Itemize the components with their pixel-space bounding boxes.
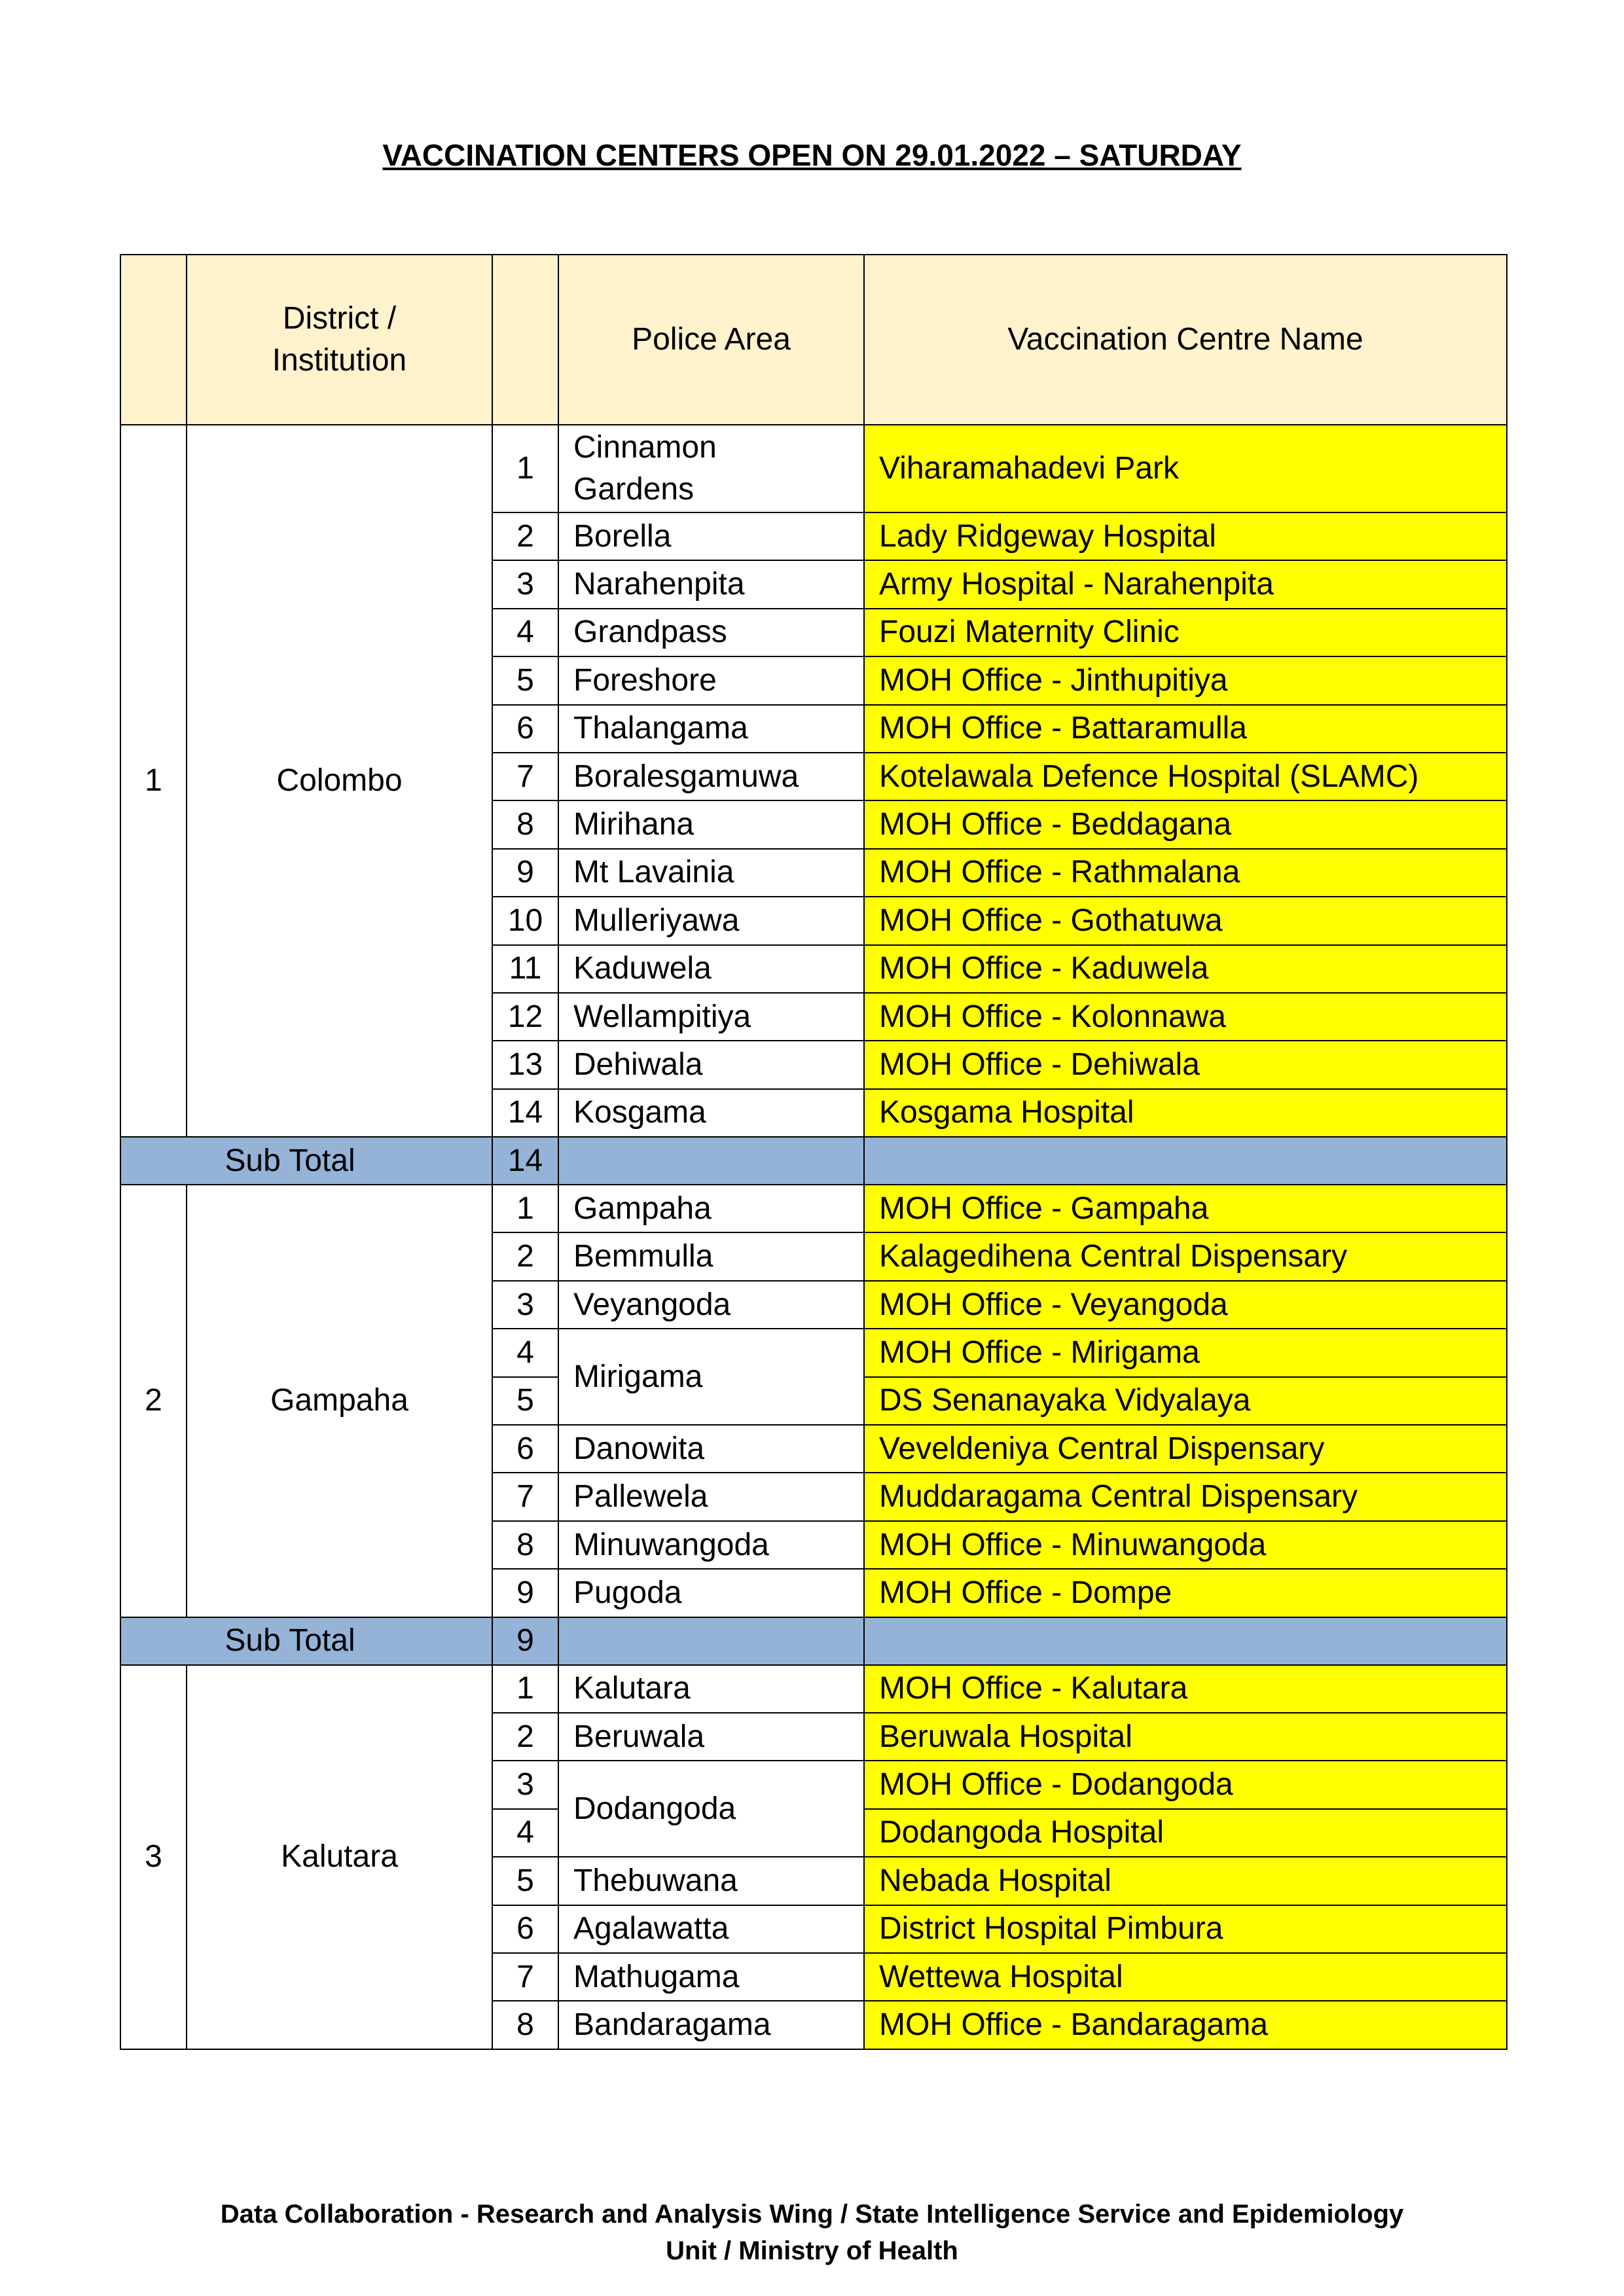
header-no	[120, 255, 187, 425]
vaccination-centre: Muddaragama Central Dispensary	[864, 1473, 1507, 1520]
vaccination-centre: Kosgama Hospital	[864, 1089, 1507, 1137]
row-index: 10	[492, 897, 558, 944]
subtotal-row	[120, 1617, 1507, 1665]
subtotal-value: 14	[492, 1137, 558, 1185]
police-area: Veyangoda	[558, 1281, 864, 1329]
subtotal-empty-cell	[864, 1137, 1507, 1185]
header-centre-name: Vaccination Centre Name	[864, 255, 1507, 425]
vaccination-centre: Lady Ridgeway Hospital	[864, 512, 1507, 560]
row-index: 6	[492, 705, 558, 753]
vaccination-centre: Nebada Hospital	[864, 1857, 1507, 1905]
vaccination-centre: MOH Office - Rathmalana	[864, 849, 1507, 897]
table-row	[120, 1185, 1507, 1232]
row-index: 4	[492, 1809, 558, 1857]
vaccination-centre: MOH Office - Battaramulla	[864, 705, 1507, 753]
vaccination-centre: MOH Office - Kaduwela	[864, 945, 1507, 993]
police-area: Danowita	[558, 1425, 864, 1473]
row-index: 6	[492, 1425, 558, 1473]
police-area: Minuwangoda	[558, 1521, 864, 1569]
table-row	[120, 1665, 1507, 1713]
row-index: 9	[492, 849, 558, 897]
police-area: Kalutara	[558, 1665, 864, 1713]
vaccination-centre: Veveldeniya Central Dispensary	[864, 1425, 1507, 1473]
police-area: Agalawatta	[558, 1905, 864, 1953]
police-area: Kosgama	[558, 1089, 864, 1137]
row-index: 2	[492, 1232, 558, 1280]
page-title: VACCINATION CENTERS OPEN ON 29.01.2022 – SATURDAY	[382, 138, 1242, 172]
vaccination-centre: Army Hospital - Narahenpita	[864, 560, 1507, 608]
vaccination-centre: MOH Office - Gampaha	[864, 1185, 1507, 1232]
row-index: 7	[492, 753, 558, 800]
police-area: Bemmulla	[558, 1232, 864, 1280]
subtotal-label: Sub Total	[120, 1137, 492, 1185]
police-area: Wellampitiya	[558, 993, 864, 1041]
vaccination-centres-table	[120, 254, 1507, 2050]
district-number: 3	[120, 1665, 187, 2049]
police-area: Mathugama	[558, 1953, 864, 2001]
row-index: 1	[492, 1665, 558, 1713]
vaccination-centre: MOH Office - Minuwangoda	[864, 1521, 1507, 1569]
district-name: Kalutara	[187, 1665, 492, 2049]
row-index: 6	[492, 1905, 558, 1953]
subtotal-label: Sub Total	[120, 1617, 492, 1665]
table-row	[120, 425, 1507, 512]
row-index: 2	[492, 512, 558, 560]
vaccination-centre: MOH Office - Dehiwala	[864, 1041, 1507, 1088]
police-area: Thalangama	[558, 705, 864, 753]
vaccination-centre: MOH Office - Beddagana	[864, 800, 1507, 848]
district-name: Gampaha	[187, 1185, 492, 1617]
row-index: 1	[492, 1185, 558, 1232]
police-area: Pugoda	[558, 1569, 864, 1617]
police-area: Foreshore	[558, 656, 864, 704]
police-area: Gampaha	[558, 1185, 864, 1232]
header-police-area: Police Area	[558, 255, 864, 425]
police-area: Thebuwana	[558, 1857, 864, 1905]
police-area: Mt Lavainia	[558, 849, 864, 897]
vaccination-centre: MOH Office - Mirigama	[864, 1329, 1507, 1376]
table-body	[120, 425, 1507, 2049]
row-index: 12	[492, 993, 558, 1041]
row-index: 5	[492, 656, 558, 704]
police-area: Dodangoda	[558, 1761, 864, 1857]
police-area: Mirigama	[558, 1329, 864, 1425]
police-area: Mulleriyawa	[558, 897, 864, 944]
vaccination-centre: Beruwala Hospital	[864, 1713, 1507, 1761]
vaccination-centre: Kotelawala Defence Hospital (SLAMC)	[864, 753, 1507, 800]
vaccination-centre: MOH Office - Gothatuwa	[864, 897, 1507, 944]
row-index: 9	[492, 1569, 558, 1617]
police-area: Beruwala	[558, 1713, 864, 1761]
police-area: Mirihana	[558, 800, 864, 848]
vaccination-centre: Viharamahadevi Park	[864, 425, 1507, 512]
district-name: Colombo	[187, 425, 492, 1137]
vaccination-centre: MOH Office - Dodangoda	[864, 1761, 1507, 1808]
district-number: 1	[120, 425, 187, 1137]
row-index: 8	[492, 2001, 558, 2049]
vaccination-centre: MOH Office - Dompe	[864, 1569, 1507, 1617]
police-area: Bandaragama	[558, 2001, 864, 2049]
row-index: 8	[492, 1521, 558, 1569]
subtotal-value: 9	[492, 1617, 558, 1665]
subtotal-row	[120, 1137, 1507, 1185]
row-index: 8	[492, 800, 558, 848]
vaccination-centre: Wettewa Hospital	[864, 1953, 1507, 2001]
row-index: 7	[492, 1953, 558, 2001]
police-area: Pallewela	[558, 1473, 864, 1520]
row-index: 7	[492, 1473, 558, 1520]
police-area: Cinnamon Gardens	[558, 425, 864, 512]
vaccination-centre: MOH Office - Kalutara	[864, 1665, 1507, 1713]
vaccination-centre: Dodangoda Hospital	[864, 1809, 1507, 1857]
subtotal-empty-cell	[558, 1137, 864, 1185]
row-index: 3	[492, 1281, 558, 1329]
row-index: 4	[492, 609, 558, 656]
row-index: 3	[492, 1761, 558, 1808]
vaccination-centre: Kalagedihena Central Dispensary	[864, 1232, 1507, 1280]
subtotal-empty-cell	[864, 1617, 1507, 1665]
row-index: 2	[492, 1713, 558, 1761]
row-index: 4	[492, 1329, 558, 1376]
subtotal-empty-cell	[558, 1617, 864, 1665]
vaccination-centre: MOH Office - Kolonnawa	[864, 993, 1507, 1041]
police-area: Kaduwela	[558, 945, 864, 993]
row-index: 13	[492, 1041, 558, 1088]
row-index: 14	[492, 1089, 558, 1137]
footer-line-2: Unit / Ministry of Health	[666, 2236, 958, 2265]
header-row	[120, 255, 1507, 425]
police-area: Borella	[558, 512, 864, 560]
police-area: Narahenpita	[558, 560, 864, 608]
header-index	[492, 255, 558, 425]
police-area: Grandpass	[558, 609, 864, 656]
police-area: Dehiwala	[558, 1041, 864, 1088]
footer	[0, 2196, 1624, 2269]
row-index: 5	[492, 1377, 558, 1425]
vaccination-centre: MOH Office - Jinthupitiya	[864, 656, 1507, 704]
vaccination-centre: District Hospital Pimbura	[864, 1905, 1507, 1953]
vaccination-centre: MOH Office - Bandaragama	[864, 2001, 1507, 2049]
row-index: 5	[492, 1857, 558, 1905]
footer-line-1: Data Collaboration - Research and Analysis Wing / State Intelligence Service and Epidemiology	[220, 2200, 1404, 2229]
vaccination-centre: MOH Office - Veyangoda	[864, 1281, 1507, 1329]
police-area: Boralesgamuwa	[558, 753, 864, 800]
row-index: 1	[492, 425, 558, 512]
vaccination-centre: Fouzi Maternity Clinic	[864, 609, 1507, 656]
row-index: 11	[492, 945, 558, 993]
header-district: District / Institution	[187, 255, 492, 425]
row-index: 3	[492, 560, 558, 608]
vaccination-centre: DS Senanayaka Vidyalaya	[864, 1377, 1507, 1425]
district-number: 2	[120, 1185, 187, 1617]
